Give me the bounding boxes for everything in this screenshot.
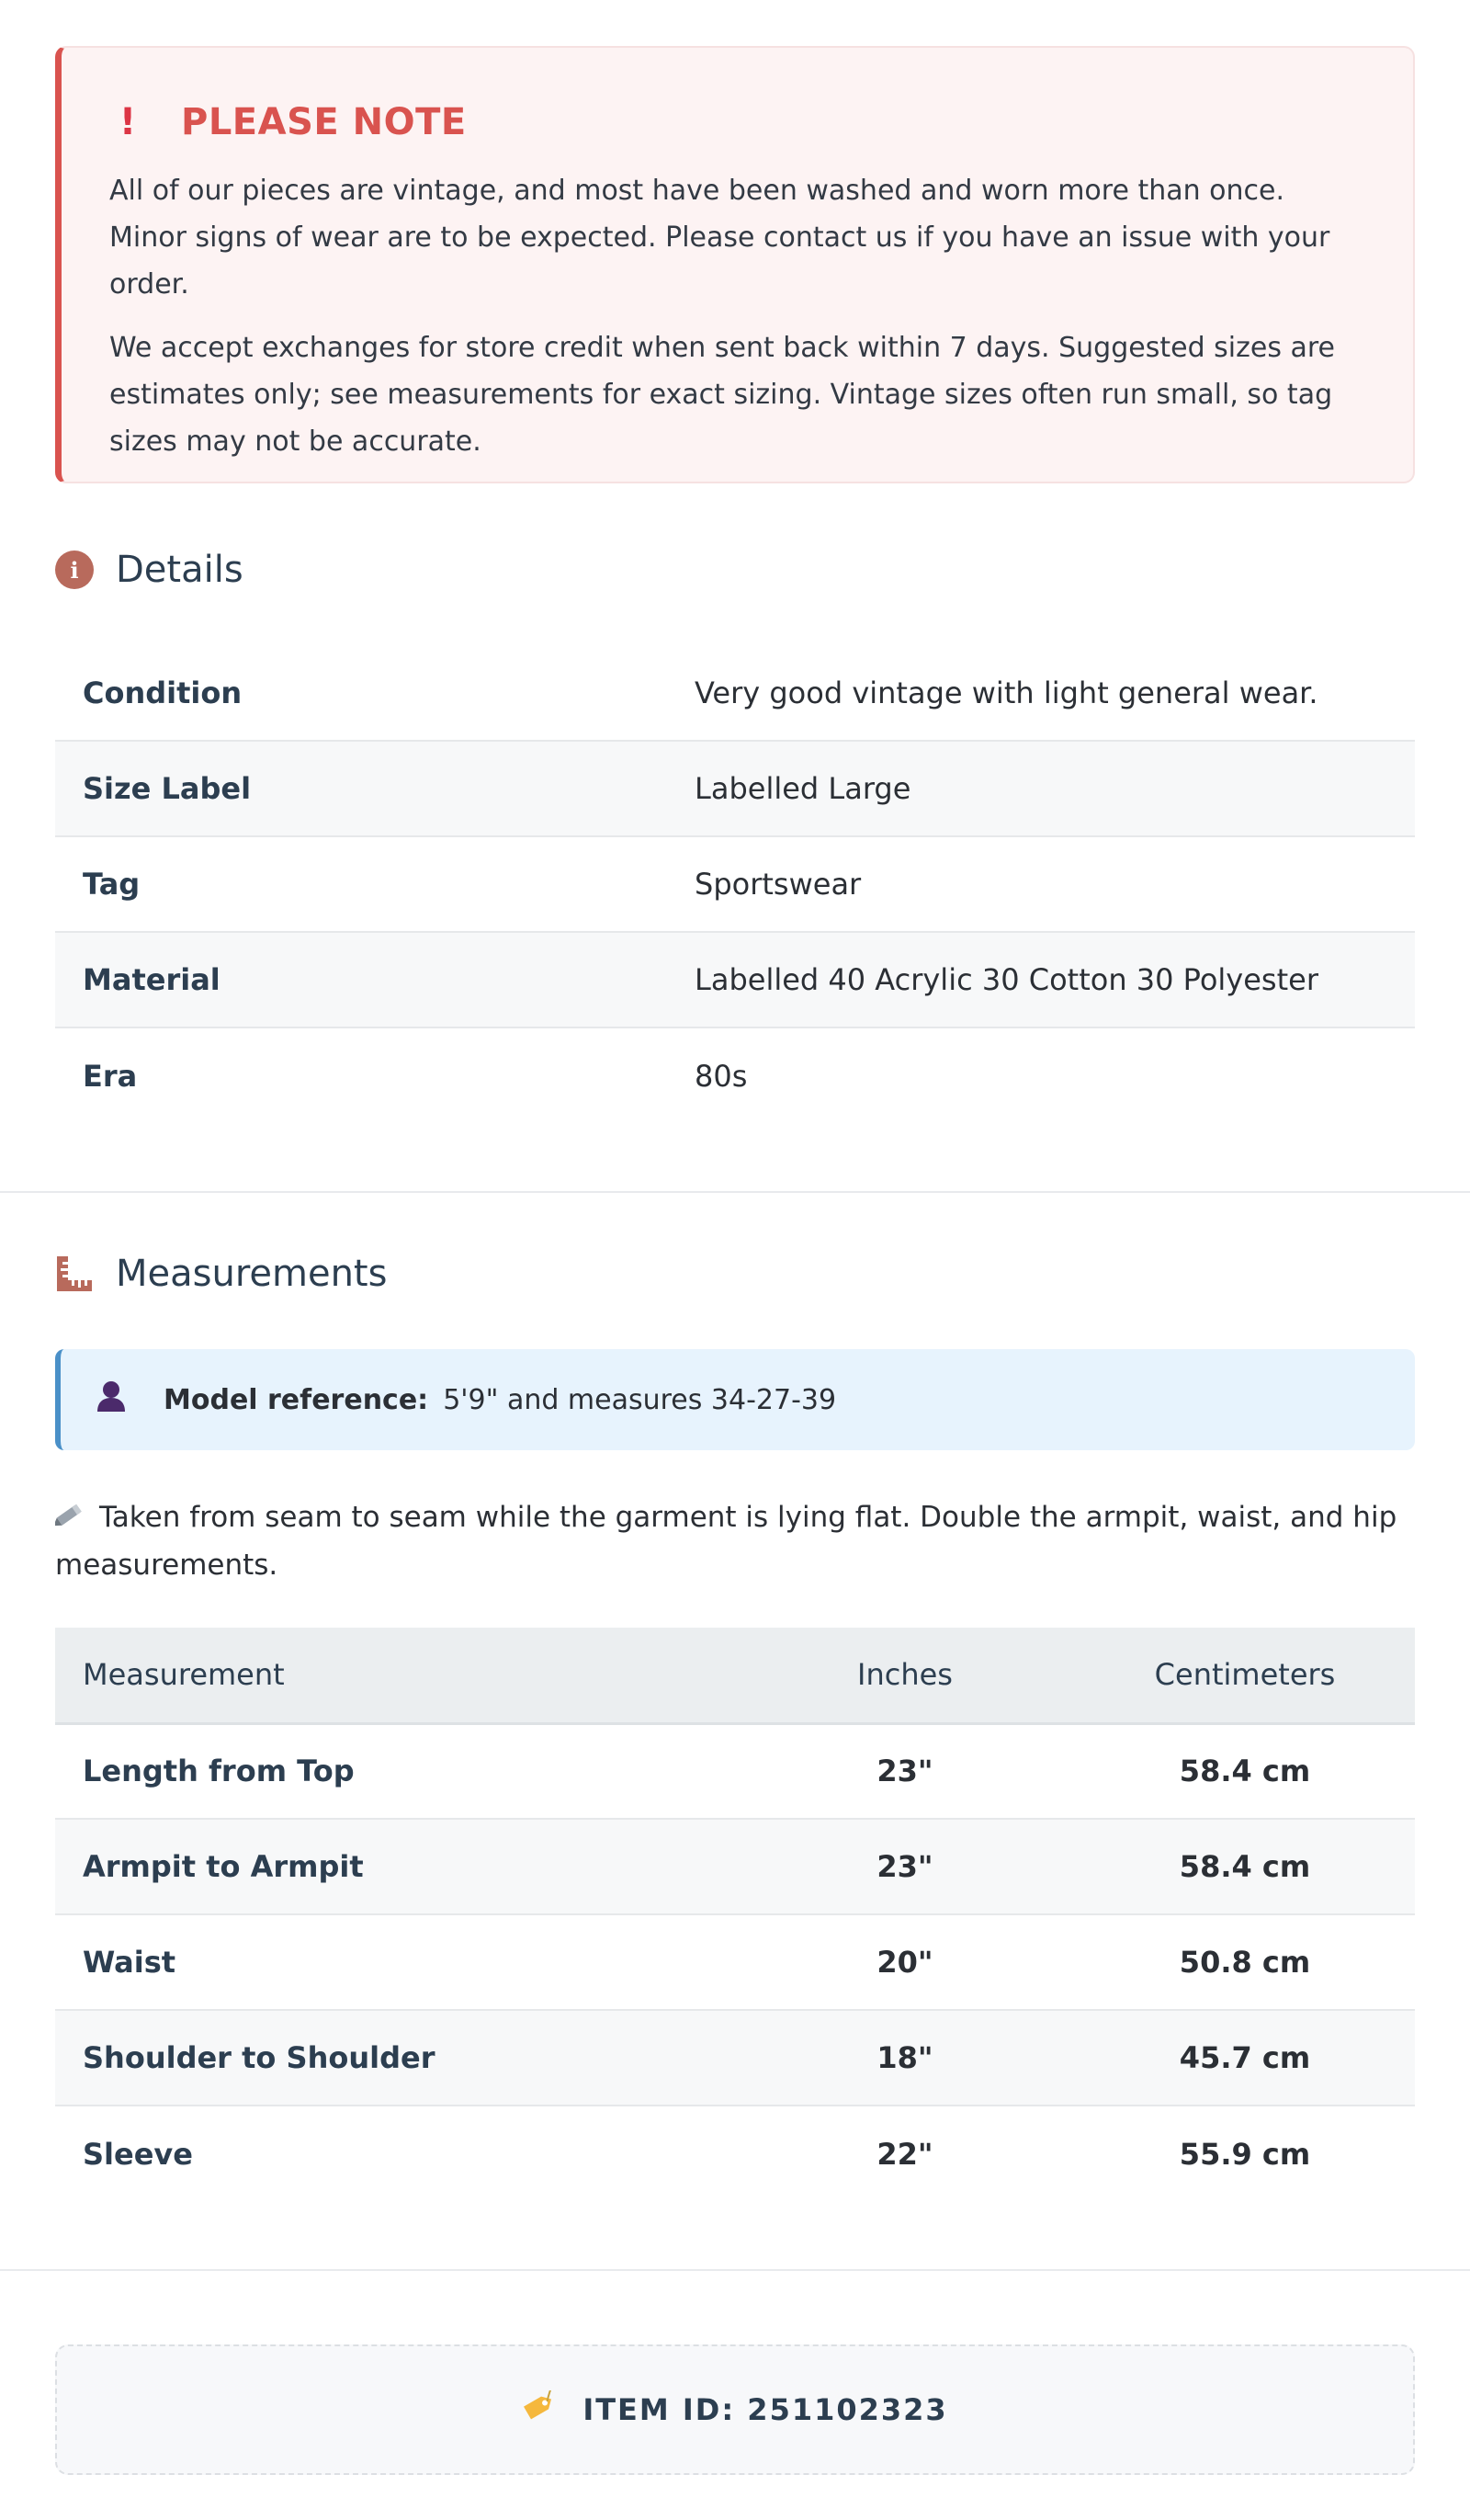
table-row bbox=[55, 932, 1415, 1027]
notice-title: PLEASE NOTE bbox=[181, 101, 467, 143]
measurement-name: Shoulder to Shoulder bbox=[55, 2010, 735, 2106]
measurement-note-text: Taken from seam to seam while the garment is lying flat. Double the armpit, waist, and hip measurements. bbox=[55, 1501, 1397, 1582]
measurement-inches: 18" bbox=[735, 2010, 1075, 2106]
table-row bbox=[55, 1914, 1415, 2010]
model-reference-label: Model reference: bbox=[164, 1383, 429, 1416]
measurement-name: Sleeve bbox=[83, 2136, 193, 2172]
table-row bbox=[55, 741, 1415, 836]
table-row bbox=[55, 645, 1415, 741]
details-title: Details bbox=[116, 549, 243, 591]
column-header-centimeters: Centimeters bbox=[1075, 1628, 1415, 1723]
item-id-box bbox=[55, 2344, 1415, 2475]
measurements-table bbox=[55, 1628, 1415, 2201]
measurements-section bbox=[0, 1193, 1470, 2201]
measurement-note bbox=[55, 1494, 1415, 1589]
page-content bbox=[0, 0, 1470, 1123]
details-table bbox=[55, 645, 1415, 1123]
detail-value: 80s bbox=[695, 1058, 748, 1094]
detail-label: Material bbox=[55, 932, 667, 1027]
measurement-name: Armpit to Armpit bbox=[55, 1819, 735, 1914]
measurement-name: Length from Top bbox=[55, 1723, 735, 1819]
ruler-icon bbox=[55, 1254, 94, 1293]
table-row bbox=[55, 836, 1415, 932]
detail-value: Labelled 40 Acrylic 30 Cotton 30 Polyester bbox=[667, 932, 1415, 1027]
measurement-name: Waist bbox=[55, 1914, 735, 2010]
measurement-cm: 45.7 cm bbox=[1075, 2010, 1415, 2106]
model-reference-box bbox=[55, 1349, 1415, 1450]
exclamation-icon: ! bbox=[119, 101, 137, 143]
measurement-cm: 50.8 cm bbox=[1075, 1914, 1415, 2010]
table-row bbox=[55, 1723, 1415, 1819]
measurement-cm: 58.4 cm bbox=[1075, 1819, 1415, 1914]
info-icon: i bbox=[55, 551, 94, 589]
table-row bbox=[55, 2106, 1415, 2201]
notice-paragraph: We accept exchanges for store credit when sent back within 7 days. Suggested sizes are estimates only; see measurements for exact sizing. Vintage sizes often run small, so tag sizes may not be accurate. bbox=[109, 332, 1336, 458]
price-tag-icon bbox=[522, 2390, 557, 2429]
measurement-cm: 55.9 cm bbox=[1179, 2136, 1311, 2172]
details-section bbox=[55, 645, 1415, 1123]
measurements-title: Measurements bbox=[116, 1253, 388, 1295]
measurements-heading bbox=[55, 1246, 1415, 1301]
notice-box bbox=[55, 46, 1415, 483]
measurement-inches: 22" bbox=[876, 2136, 933, 2172]
section-divider bbox=[0, 2269, 1470, 2271]
item-id-label: ITEM ID: 251102323 bbox=[582, 2392, 948, 2427]
table-header-row bbox=[55, 1628, 1415, 1723]
measurement-inches: 23" bbox=[735, 1723, 1075, 1819]
details-heading bbox=[55, 542, 1415, 597]
column-header-measurement: Measurement bbox=[55, 1628, 735, 1723]
detail-label: Era bbox=[83, 1058, 138, 1094]
detail-label: Condition bbox=[55, 645, 667, 741]
detail-value: Very good vintage with light general wear. bbox=[667, 645, 1415, 741]
column-header-inches: Inches bbox=[735, 1628, 1075, 1723]
model-reference-value: 5'9" and measures 34-27-39 bbox=[443, 1383, 837, 1416]
detail-value: Labelled Large bbox=[667, 741, 1415, 836]
detail-label: Size Label bbox=[55, 741, 667, 836]
table-row bbox=[55, 1819, 1415, 1914]
table-row bbox=[55, 2010, 1415, 2106]
person-icon bbox=[96, 1379, 127, 1420]
detail-value: Sportswear bbox=[667, 836, 1415, 932]
pencil-icon bbox=[55, 1495, 86, 1542]
measurement-inches: 23" bbox=[735, 1819, 1075, 1914]
notice-header bbox=[109, 101, 1365, 143]
detail-label: Tag bbox=[55, 836, 667, 932]
measurement-cm: 58.4 cm bbox=[1075, 1723, 1415, 1819]
notice-paragraph: All of our pieces are vintage, and most have been washed and worn more than once. Minor signs of wear are to be expected. Please contact us if you have an issue with your order. bbox=[109, 175, 1330, 301]
table-row bbox=[55, 1027, 1415, 1123]
measurement-inches: 20" bbox=[735, 1914, 1075, 2010]
